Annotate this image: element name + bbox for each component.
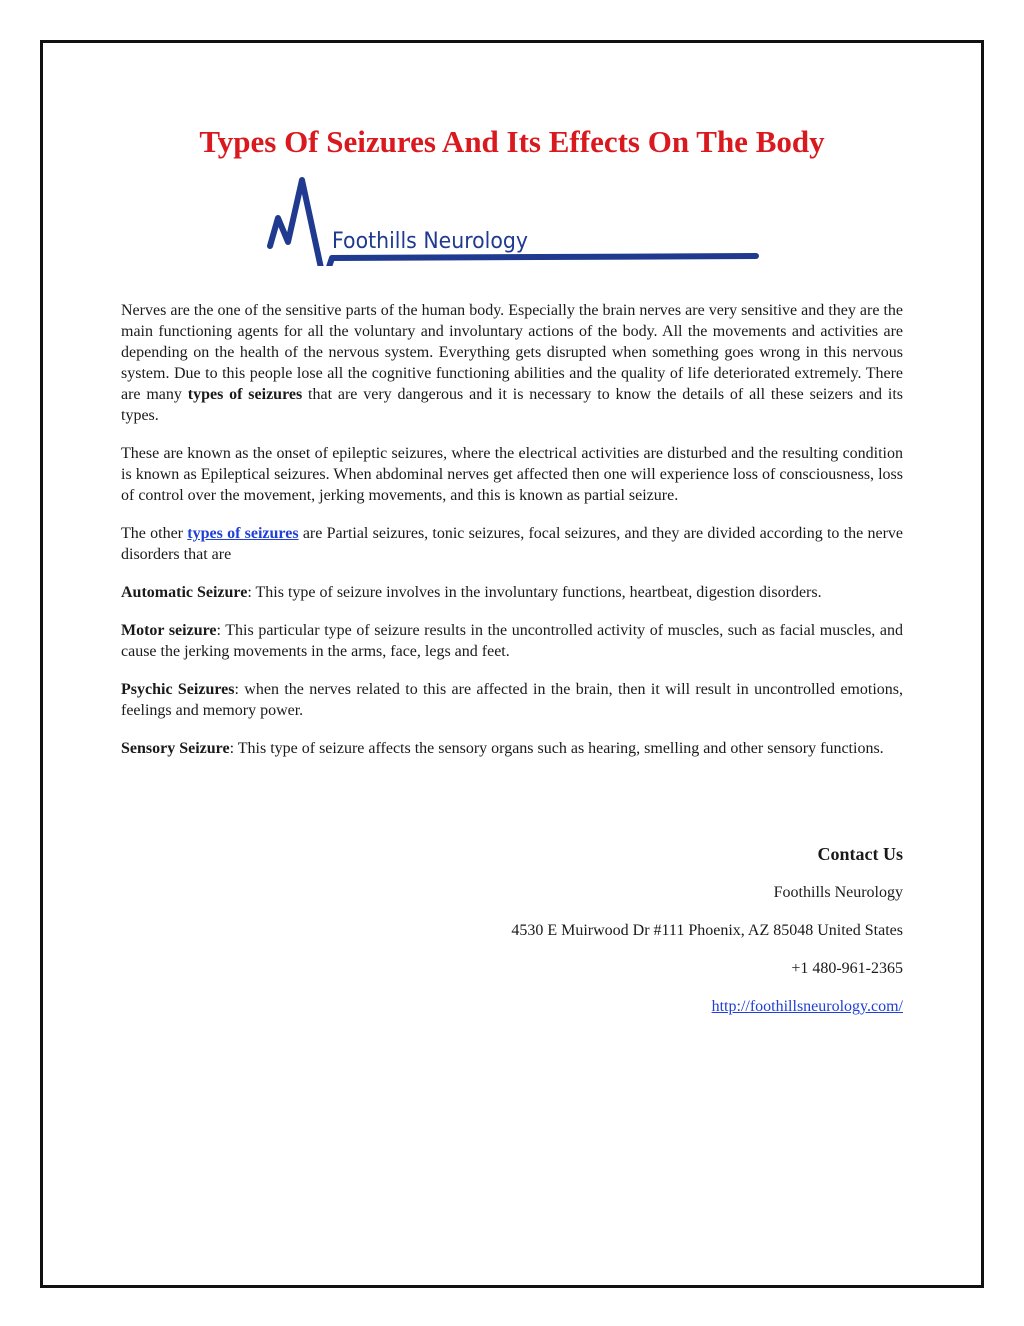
onset-paragraph: These are known as the onset of epileptic seizures, where the electrical activities are disturbed and the resulting condition is known as Epileptical seizures. When abdominal nerves get affected then one will experience loss of consciousness, loss of control over the movement, jerking movements, and this is known as partial seizure. bbox=[121, 445, 903, 504]
types-text-end: are Partial seizures, tonic seizures, focal seizures, and they are divided according to the nerve disorders that are bbox=[121, 525, 904, 563]
section-motor bbox=[121, 620, 903, 662]
section-term: Psychic Seizures bbox=[121, 681, 235, 698]
section-text: : when the nerves related to this are affected in the brain, then it will result in uncontrolled emotions, feelings and memory power. bbox=[121, 681, 903, 719]
section-term: Sensory Seizure bbox=[121, 740, 230, 757]
section-text: : This type of seizure affects the sensory organs such as hearing, smelling and other sensory functions. bbox=[229, 740, 884, 757]
section-sensory bbox=[121, 738, 903, 759]
section-psychic bbox=[121, 679, 903, 721]
article-body bbox=[121, 300, 903, 776]
types-of-seizures-link[interactable]: types of seizures bbox=[187, 525, 299, 542]
intro-text-end: that are very dangerous and it is necessary to know the details of all these seizers and its types. bbox=[121, 386, 904, 424]
section-term: Motor seizure bbox=[121, 622, 217, 639]
types-paragraph bbox=[121, 523, 903, 565]
section-text: : This particular type of seizure results in the uncontrolled activity of muscles, such as facial muscles, and cause the jerking movements in the arms, face, legs and feet. bbox=[121, 622, 903, 660]
heartbeat-logo-icon bbox=[266, 174, 760, 266]
types-text: The other bbox=[121, 525, 188, 542]
intro-bold-phrase: types of seizures bbox=[187, 386, 303, 403]
contact-website-line bbox=[511, 996, 903, 1017]
logo-text: Foothills Neurology bbox=[332, 229, 528, 254]
intro-paragraph bbox=[121, 300, 903, 426]
section-text: : This type of seizure involves in the involuntary functions, heartbeat, digestion disorders. bbox=[247, 584, 822, 601]
company-logo bbox=[266, 174, 760, 266]
page-title: Types Of Seizures And Its Effects On The Body bbox=[199, 124, 825, 159]
section-term: Automatic Seizure bbox=[121, 584, 248, 601]
contact-address: 4530 E Muirwood Dr #111 Phoenix, AZ 85048 United States bbox=[511, 922, 903, 939]
contact-block bbox=[511, 843, 903, 1034]
intro-text: Nerves are the one of the sensitive parts of the human body. Especially the brain nerves are very sensitive and they are the main functioning agents for all the voluntary and involuntary actions of the body. All the movements and activities are depending on the health of the nervous system. Everything gets disrupted when something goes wrong in this nervous system. Due to this people lose all the cognitive functioning abilities and the quality of life deteriorated extremely. There are many bbox=[121, 302, 903, 403]
contact-company: Foothills Neurology bbox=[773, 884, 903, 901]
contact-heading: Contact Us bbox=[817, 844, 903, 864]
contact-phone: +1 480-961-2365 bbox=[791, 960, 903, 977]
section-automatic bbox=[121, 582, 903, 603]
website-link[interactable]: http://foothillsneurology.com/ bbox=[711, 998, 903, 1015]
